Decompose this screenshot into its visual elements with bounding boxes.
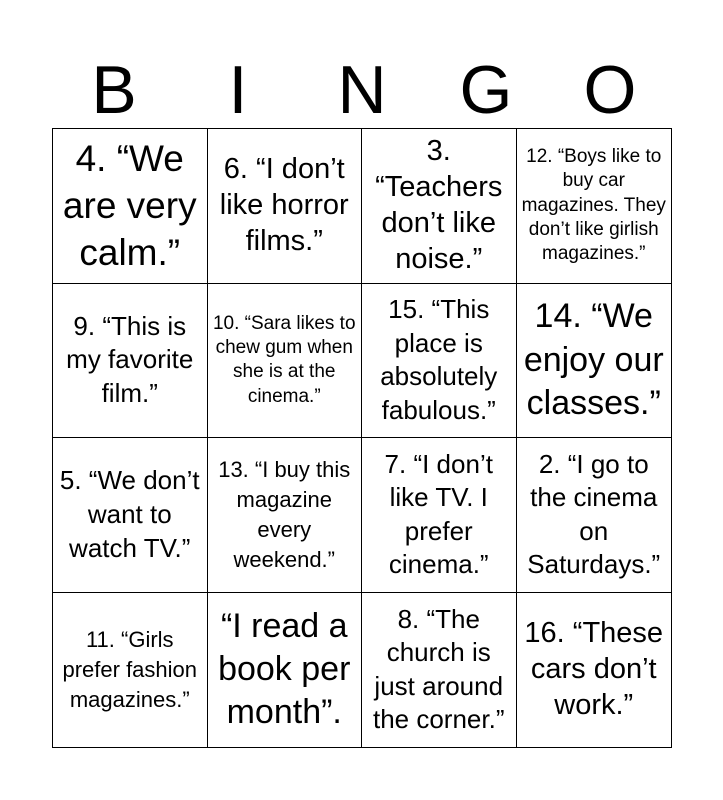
- cell-text: 6. “I don’t like horror films.”: [219, 152, 349, 257]
- bingo-cell[interactable]: [53, 438, 208, 593]
- cell-text: 16. “These cars don’t work.”: [524, 616, 664, 721]
- bingo-cell[interactable]: [208, 593, 363, 748]
- cell-text: 13. “I buy this magazine every weekend.”: [218, 456, 351, 572]
- bingo-cell[interactable]: [53, 129, 208, 284]
- bingo-cell[interactable]: [362, 438, 517, 593]
- bingo-cell[interactable]: [517, 438, 672, 593]
- cell-text: 14. “We enjoy our classes.”: [523, 297, 664, 422]
- cell-text: “I read a book per month”.: [218, 606, 351, 732]
- bingo-cell[interactable]: [517, 593, 672, 748]
- cell-text: 2. “I go to the cinema on Saturdays.”: [527, 448, 661, 580]
- bingo-cell[interactable]: [53, 593, 208, 748]
- cell-text: 9. “This is my favorite film.”: [66, 310, 194, 409]
- bingo-cell[interactable]: [53, 284, 208, 439]
- cell-text: 11. “Girls prefer fashion magazines.”: [62, 626, 198, 712]
- bingo-cell[interactable]: [362, 129, 517, 284]
- bingo-title: [52, 52, 672, 128]
- cell-text: 5. “We don’t want to watch TV.”: [59, 465, 200, 563]
- bingo-cell[interactable]: [517, 129, 672, 284]
- title-letter-g: G: [459, 52, 513, 128]
- title-letter-i: I: [228, 52, 248, 128]
- bingo-cell[interactable]: [208, 438, 363, 593]
- bingo-cell[interactable]: [208, 129, 363, 284]
- cell-text: 7. “I don’t like TV. I prefer cinema.”: [384, 448, 493, 580]
- cell-text: 8. “The church is just around the corner.”: [372, 603, 505, 735]
- cell-text: 4. “We are very calm.”: [62, 137, 197, 274]
- bingo-cell[interactable]: [362, 593, 517, 748]
- cell-text: 3. “Teachers don’t like noise.”: [375, 134, 503, 275]
- bingo-board: [52, 128, 672, 748]
- cell-text: 12. “Boys like to buy car magazines. They don’t like girlish magazines.”: [521, 145, 666, 265]
- cell-text: 15. “This place is absolutely fabulous.”: [380, 294, 498, 425]
- cell-text: 10. “Sara likes to chew gum when she is at the cinema.”: [212, 312, 356, 407]
- bingo-cell[interactable]: [208, 284, 363, 439]
- title-letter-b: B: [91, 52, 137, 128]
- title-letter-n: N: [337, 52, 387, 128]
- bingo-cell[interactable]: [517, 284, 672, 439]
- bingo-cell[interactable]: [362, 284, 517, 439]
- title-letter-o: O: [583, 52, 637, 128]
